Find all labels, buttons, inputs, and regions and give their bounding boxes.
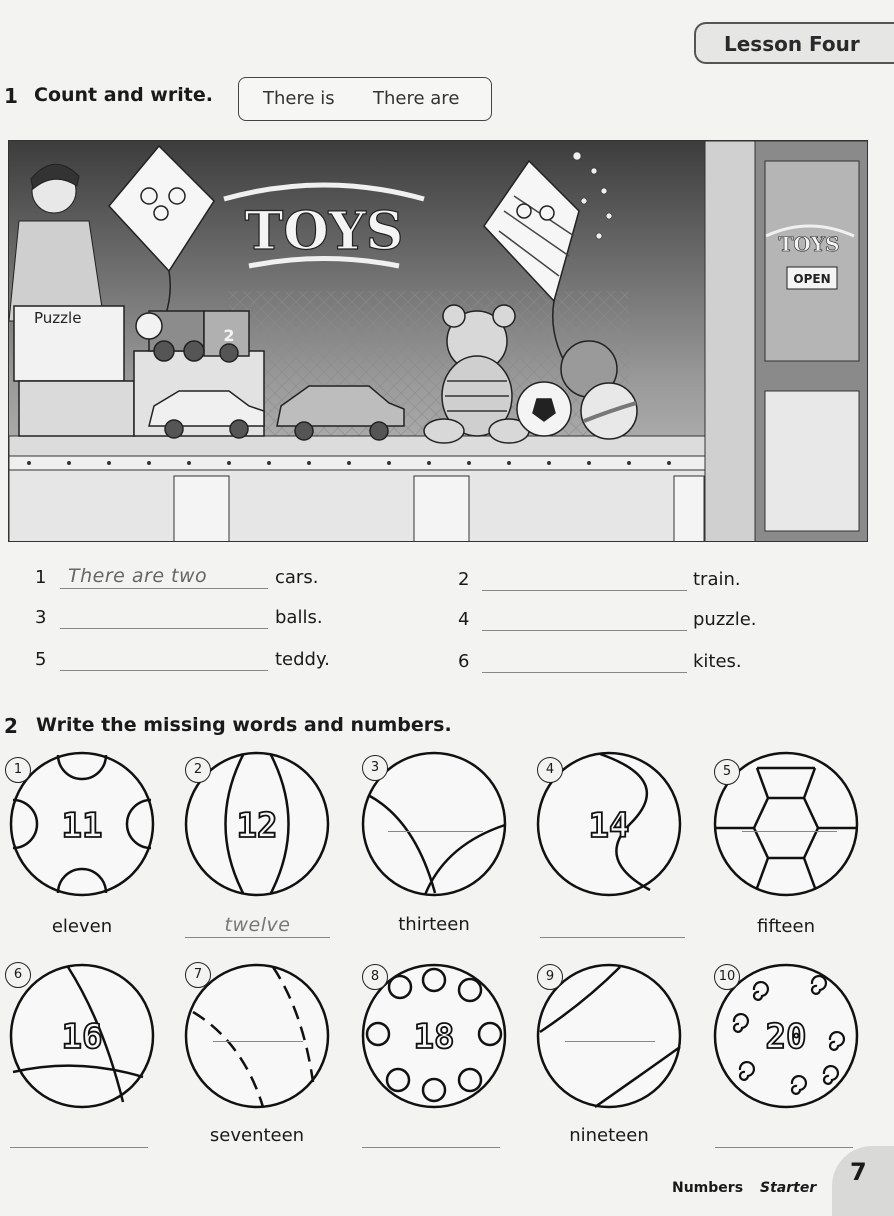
- ball-badge: 10: [714, 964, 740, 990]
- sentence-ending: cars.: [275, 567, 319, 588]
- exercise2-number: 2: [4, 714, 18, 738]
- word-blank[interactable]: [362, 1146, 500, 1148]
- ball-number: 14: [588, 806, 630, 846]
- number-blank[interactable]: [742, 830, 837, 832]
- footer-section: Numbers: [672, 1180, 744, 1196]
- lesson-tab-label: Lesson Four: [724, 32, 860, 56]
- ball-badge: 8: [362, 964, 388, 990]
- sentence-ending: balls.: [275, 607, 323, 628]
- word-box-item: There is: [263, 88, 335, 109]
- word-blank[interactable]: [715, 1146, 853, 1148]
- ball-word: thirteen: [398, 914, 470, 935]
- sentence-ending: train.: [693, 569, 741, 590]
- exercise1-title: Count and write.: [34, 84, 213, 106]
- ball-badge: 1: [5, 757, 31, 783]
- word-box-item: There are: [373, 88, 460, 109]
- sentence-number: 1: [35, 567, 47, 588]
- ball-number: 18: [413, 1017, 455, 1057]
- word-blank[interactable]: [540, 936, 685, 938]
- number-blank[interactable]: [565, 1040, 655, 1042]
- ball-word: seventeen: [209, 1125, 305, 1146]
- handwritten-answer: twelve: [224, 914, 291, 936]
- ball-word: eleven: [51, 916, 113, 937]
- page-number: 7: [850, 1158, 867, 1186]
- sentence-ending: teddy.: [275, 649, 330, 670]
- ball-number: 20: [765, 1017, 807, 1057]
- sentence-number: 2: [458, 569, 470, 590]
- ball-badge: 6: [5, 962, 31, 988]
- ball-badge: 3: [362, 755, 388, 781]
- number-blank[interactable]: [213, 1040, 303, 1042]
- open-sign: OPEN: [793, 272, 831, 286]
- exercise1-number: 1: [4, 84, 18, 108]
- exercise2-title: Write the missing words and numbers.: [36, 714, 452, 736]
- ball-badge: 9: [537, 964, 563, 990]
- ball-badge: 2: [185, 757, 211, 783]
- number-blank[interactable]: [388, 830, 483, 832]
- sentence-number: 4: [458, 609, 470, 630]
- toys-sign: TOYS: [244, 201, 404, 262]
- footer-level: Starter: [760, 1180, 817, 1196]
- door-toys-sign: TOYS: [778, 232, 840, 256]
- sentence-ending: kites.: [693, 651, 742, 672]
- ball-word: fifteen: [757, 916, 815, 937]
- sentence-number: 3: [35, 607, 47, 628]
- ball-badge: 4: [537, 757, 563, 783]
- ball-badge: 5: [714, 759, 740, 785]
- word-blank[interactable]: [185, 936, 330, 938]
- ball-number: 11: [61, 806, 103, 846]
- sentence-number: 6: [458, 651, 470, 672]
- sentence-number: 5: [35, 649, 47, 670]
- ball-number: 16: [61, 1017, 103, 1057]
- ball-word: nineteen: [569, 1125, 649, 1146]
- train-number: 2: [223, 326, 235, 345]
- puzzle-label: Puzzle: [34, 309, 82, 327]
- word-blank[interactable]: [10, 1146, 148, 1148]
- answer-text: There are two: [68, 565, 208, 587]
- ball-badge: 7: [185, 962, 211, 988]
- sentence-ending: puzzle.: [693, 609, 757, 630]
- ball-number: 12: [236, 806, 278, 846]
